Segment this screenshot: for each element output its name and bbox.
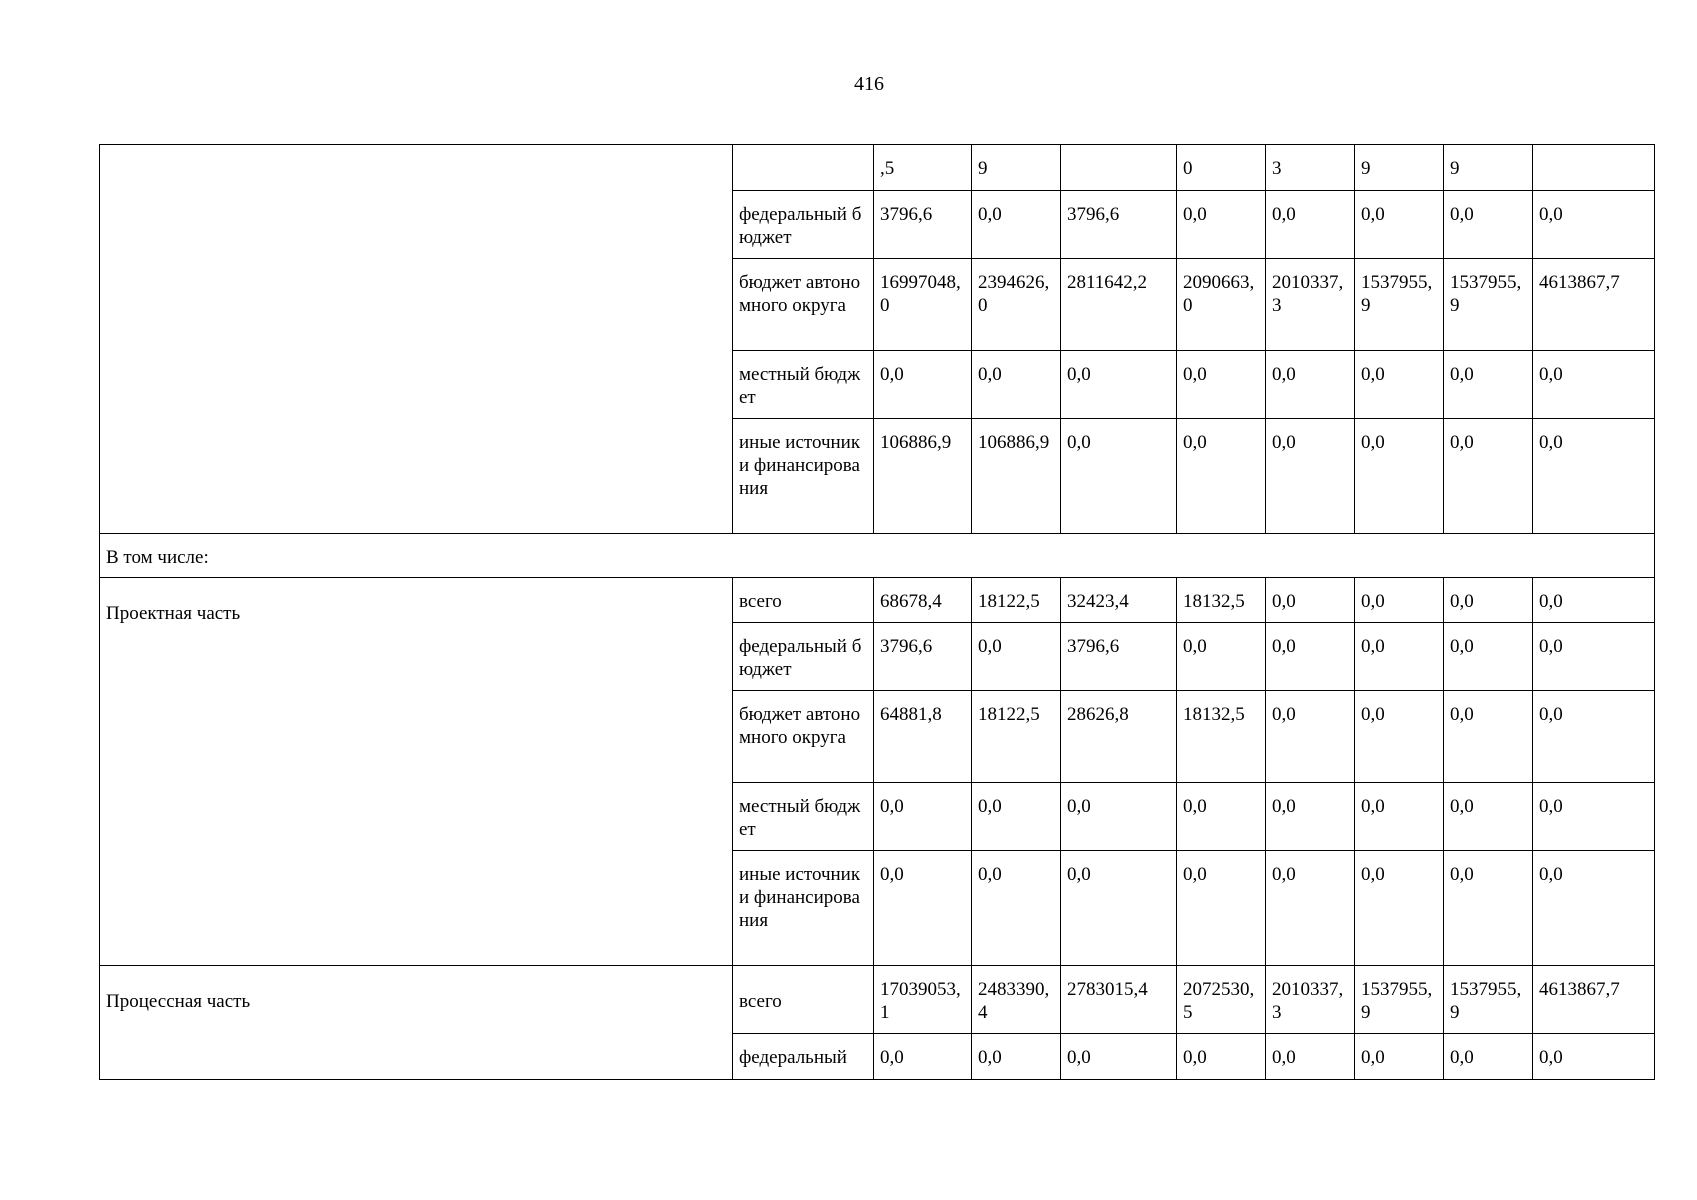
value-cell: 0,0 (1533, 623, 1655, 691)
value-cell: 28626,8 (1061, 691, 1177, 783)
value-cell: 0,0 (972, 1034, 1061, 1080)
value-cell: 3796,6 (874, 623, 972, 691)
value-cell: 2072530,5 (1177, 966, 1266, 1034)
value-cell: 2483390,4 (972, 966, 1061, 1034)
value-cell: 64881,8 (874, 691, 972, 783)
value-cell: 0,0 (1533, 851, 1655, 966)
value-cell: 0,0 (1533, 578, 1655, 623)
value-cell: ,5 (874, 145, 972, 191)
value-cell: 0,0 (1177, 1034, 1266, 1080)
source-cell: бюджет автономного округа (733, 691, 874, 783)
value-cell: 0,0 (1266, 419, 1355, 534)
value-cell: 18122,5 (972, 578, 1061, 623)
value-cell: 1537955,9 (1355, 966, 1444, 1034)
value-cell: 0,0 (1444, 578, 1533, 623)
value-cell: 0,0 (1266, 623, 1355, 691)
value-cell: 3 (1266, 145, 1355, 191)
value-cell (1533, 145, 1655, 191)
value-cell: 0,0 (1533, 191, 1655, 259)
value-cell: 2783015,4 (1061, 966, 1177, 1034)
value-cell: 0,0 (1444, 1034, 1533, 1080)
value-cell: 0,0 (1533, 691, 1655, 783)
table-row (100, 534, 1655, 578)
value-cell (1061, 145, 1177, 191)
continued-name-cell (100, 145, 733, 534)
value-cell: 106886,9 (972, 419, 1061, 534)
source-cell: местный бюджет (733, 351, 874, 419)
value-cell: 0,0 (1061, 419, 1177, 534)
value-cell: 0,0 (1177, 783, 1266, 851)
value-cell: 0,0 (1444, 623, 1533, 691)
source-cell: всего (733, 966, 874, 1034)
value-cell: 4613867,7 (1533, 259, 1655, 351)
value-cell: 3796,6 (1061, 191, 1177, 259)
source-cell: всего (733, 578, 874, 623)
table-row (100, 145, 1655, 191)
value-cell: 0,0 (1355, 783, 1444, 851)
value-cell: 0,0 (1444, 851, 1533, 966)
value-cell: 0,0 (1355, 578, 1444, 623)
value-cell: 0,0 (1266, 191, 1355, 259)
value-cell: 0,0 (1061, 351, 1177, 419)
value-cell: 1537955,9 (1444, 966, 1533, 1034)
value-cell: 0,0 (972, 851, 1061, 966)
value-cell: 0,0 (1355, 351, 1444, 419)
value-cell: 0,0 (1355, 623, 1444, 691)
value-cell: 1537955,9 (1444, 259, 1533, 351)
value-cell: 3796,6 (1061, 623, 1177, 691)
value-cell: 18122,5 (972, 691, 1061, 783)
value-cell: 0,0 (1355, 419, 1444, 534)
value-cell: 0,0 (1266, 691, 1355, 783)
value-cell: 9 (1444, 145, 1533, 191)
source-cell: местный бюджет (733, 783, 874, 851)
value-cell: 2811642,2 (1061, 259, 1177, 351)
value-cell: 32423,4 (1061, 578, 1177, 623)
value-cell: 0,0 (1444, 419, 1533, 534)
value-cell: 2010337,3 (1266, 966, 1355, 1034)
value-cell: 16997048,0 (874, 259, 972, 351)
value-cell: 0,0 (1444, 691, 1533, 783)
value-cell: 0,0 (874, 1034, 972, 1080)
value-cell: 0,0 (1355, 851, 1444, 966)
value-cell: 0,0 (1533, 351, 1655, 419)
source-cell: федеральный (733, 1034, 874, 1080)
value-cell: 0,0 (1444, 783, 1533, 851)
source-cell: федеральный бюджет (733, 191, 874, 259)
value-cell: 0,0 (1355, 191, 1444, 259)
source-cell: иные источники финансирования (733, 851, 874, 966)
value-cell: 0,0 (1444, 191, 1533, 259)
value-cell: 0,0 (1061, 1034, 1177, 1080)
source-cell: бюджет автономного округа (733, 259, 874, 351)
value-cell: 0,0 (1355, 691, 1444, 783)
value-cell: 0,0 (1533, 1034, 1655, 1080)
value-cell: 3796,6 (874, 191, 972, 259)
including-label: В том числе: (100, 534, 1655, 578)
value-cell: 0,0 (1533, 783, 1655, 851)
value-cell: 18132,5 (1177, 691, 1266, 783)
process-part-name: Процессная часть (100, 966, 733, 1080)
table-row (100, 966, 1655, 1034)
value-cell: 0,0 (1177, 351, 1266, 419)
value-cell: 17039053,1 (874, 966, 972, 1034)
value-cell: 106886,9 (874, 419, 972, 534)
value-cell: 0,0 (1266, 578, 1355, 623)
value-cell: 1537955,9 (1355, 259, 1444, 351)
value-cell: 0,0 (972, 191, 1061, 259)
value-cell: 2090663,0 (1177, 259, 1266, 351)
value-cell: 0,0 (1444, 351, 1533, 419)
value-cell: 4613867,7 (1533, 966, 1655, 1034)
project-part-name: Проектная часть (100, 578, 733, 966)
value-cell: 0,0 (874, 851, 972, 966)
budget-table (99, 144, 1655, 1080)
source-cell (733, 145, 874, 191)
table-row (100, 578, 1655, 623)
value-cell: 0,0 (1061, 851, 1177, 966)
value-cell: 68678,4 (874, 578, 972, 623)
value-cell: 0,0 (972, 783, 1061, 851)
value-cell: 2010337,3 (1266, 259, 1355, 351)
value-cell: 0,0 (972, 623, 1061, 691)
value-cell: 0,0 (1061, 783, 1177, 851)
value-cell: 0,0 (1177, 623, 1266, 691)
source-cell: иные источники финансирования (733, 419, 874, 534)
value-cell: 0,0 (1266, 351, 1355, 419)
value-cell: 9 (1355, 145, 1444, 191)
value-cell: 2394626,0 (972, 259, 1061, 351)
value-cell: 0,0 (1533, 419, 1655, 534)
value-cell: 0 (1177, 145, 1266, 191)
value-cell: 0,0 (1177, 851, 1266, 966)
value-cell: 18132,5 (1177, 578, 1266, 623)
value-cell: 0,0 (874, 351, 972, 419)
value-cell: 0,0 (874, 783, 972, 851)
value-cell: 0,0 (972, 351, 1061, 419)
source-cell: федеральный бюджет (733, 623, 874, 691)
value-cell: 0,0 (1266, 783, 1355, 851)
value-cell: 0,0 (1355, 1034, 1444, 1080)
value-cell: 0,0 (1177, 191, 1266, 259)
value-cell: 0,0 (1266, 851, 1355, 966)
value-cell: 9 (972, 145, 1061, 191)
value-cell: 0,0 (1177, 419, 1266, 534)
page-number: 416 (854, 73, 884, 95)
value-cell: 0,0 (1266, 1034, 1355, 1080)
